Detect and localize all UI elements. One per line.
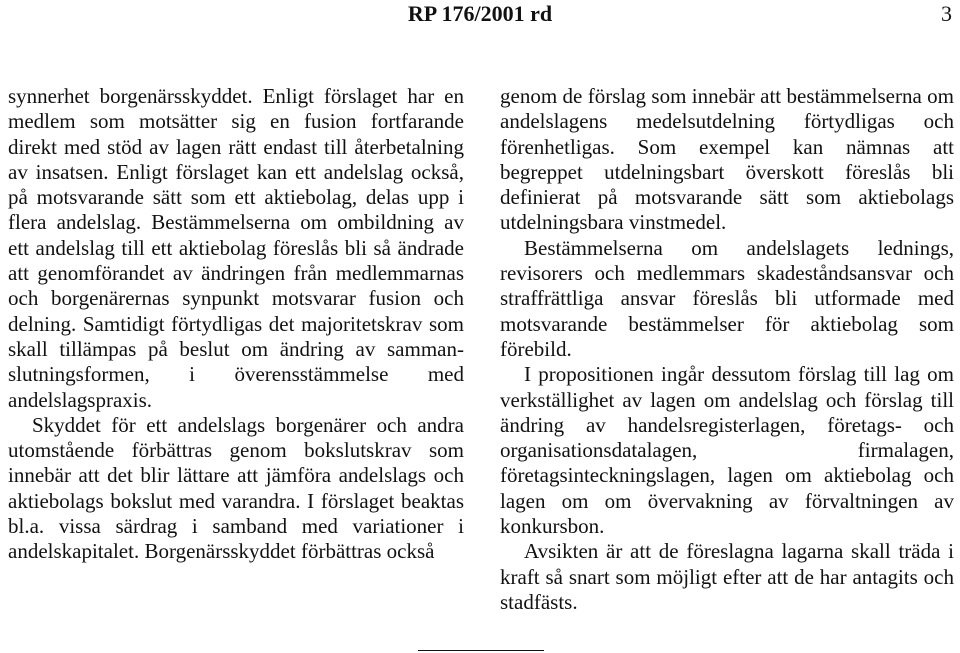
right-column	[500, 84, 954, 615]
left-paragraph-2: Skyddet för ett andelslags borgenärer och andra utomstående förbättras genom bokslutskrav som innebär att det blir lättare att jämföra andelslags och aktiebolags bokslut med varandra. I förslaget beaktas bl.a. vissa särdrag i samband med variationer i andelskapitalet. Borgenärsskyddet förbättras också	[8, 412, 464, 564]
page-header	[0, 0, 960, 40]
left-paragraph-1: synnerhet borgenärsskyddet. Enligt förslaget har en medlem som motsätter sig en fusion fortfarande direkt med stöd av lagen rätt endast till återbetalning av insatsen. Enligt förslaget kan ett andelslag också, på motsvarande sätt som ett aktiebolag, delas upp i flera andelslag. Bestämmelserna om ombildning av ett andelslag till ett aktiebolag föreslås bli så ändrade att genomförandet av ändringen från medlemmarnas och borgenärernas synpunkt motsvarar fusion och delning. Samtidigt förtydligas det majoritetskrav som skall tillämpas på beslut om ändring av sammanslutningsformen, i överensstämmelse med andelslagspraxis.	[8, 84, 464, 412]
page-number: 3	[941, 1, 952, 26]
right-paragraph-4: Avsikten är att de föreslagna lagarna skall träda i kraft så snart som möjligt efter att de har antagits och stadfästs.	[500, 539, 954, 614]
right-paragraph-2: Bestämmelserna om andelslagets lednings, revisorers och medlemmars skadeståndsansvar och straffrättliga ansvar föreslås bli utformade med motsvarande bestämmelser för aktiebolag som förebild.	[500, 235, 954, 361]
right-paragraph-3: I propositionen ingår dessutom förslag till lag om verkställighet av lagen om andelslag och förslag till ändring av handelsregisterlagen, företags- och organisationsdatalagen, firmalagen, företagsinteckningslagen, lagen om aktiebolag och lagen om om övervakning av förvaltningen av konkursbon.	[500, 362, 954, 539]
document-id: RP 176/2001 rd	[407, 1, 553, 26]
footnote-separator-rule	[418, 650, 544, 651]
right-paragraph-1: genom de förslag som innebär att bestämmelserna om andelslagens medelsutdelning förtydligas och förenhetligas. Som exempel kan nämnas att begreppet utdelningsbart överskott föreslås bli definierat på motsvarande sätt som aktiebolags utdelningsbara vinstmedel.	[500, 84, 954, 235]
left-column	[8, 84, 464, 565]
